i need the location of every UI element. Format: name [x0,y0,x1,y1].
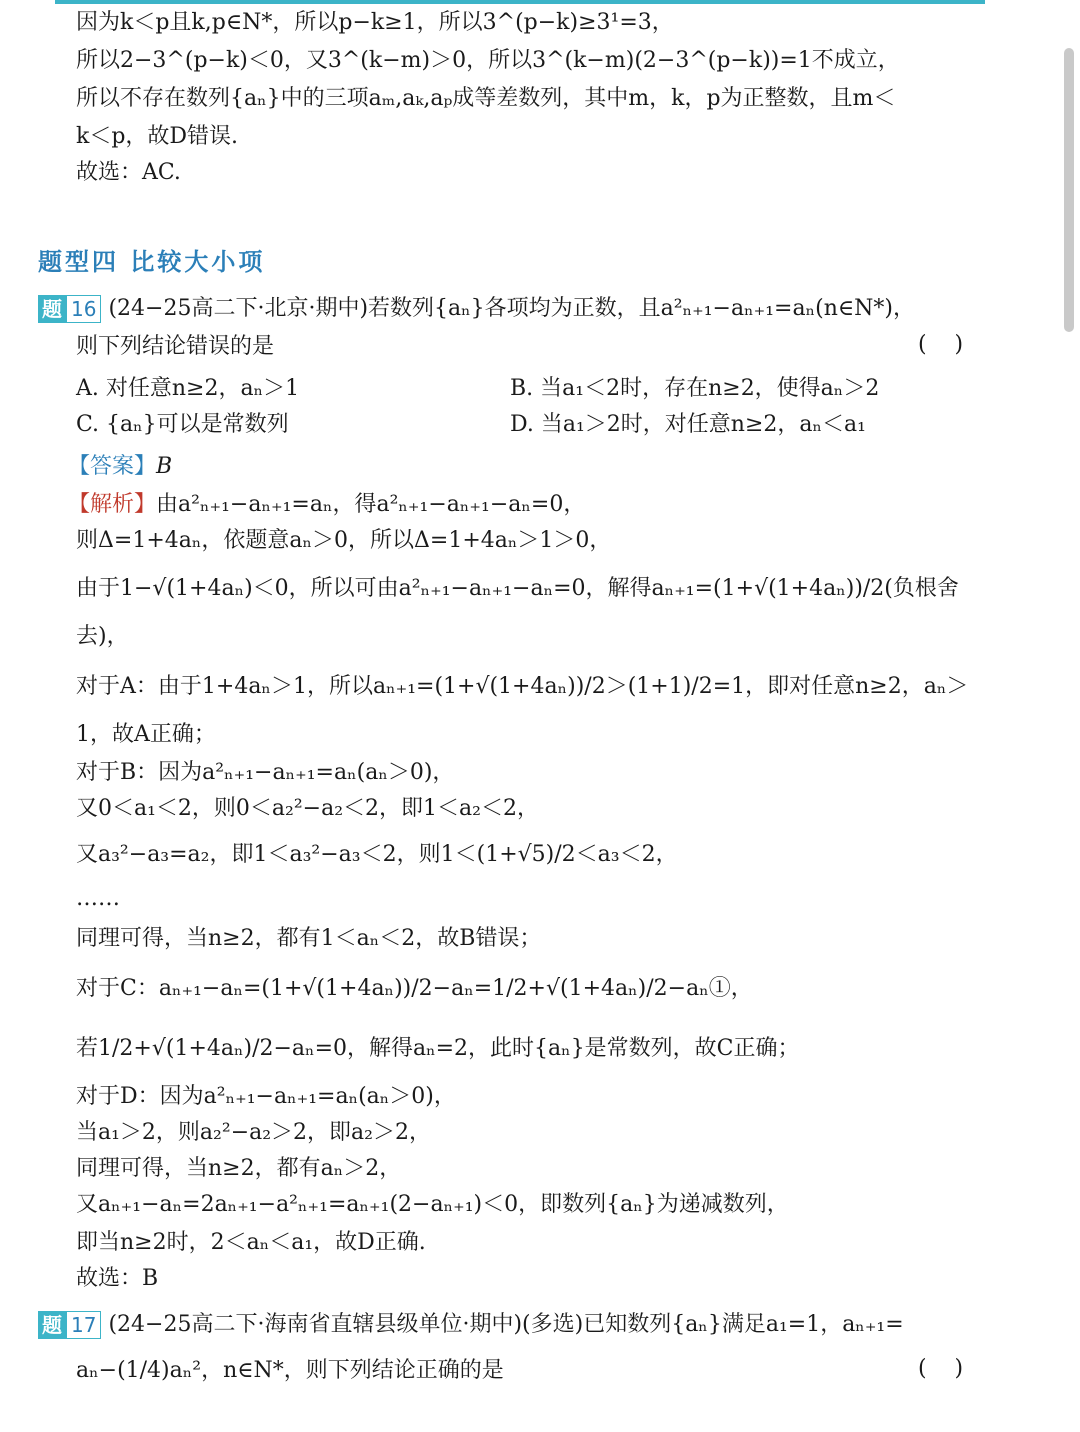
q16-analysis-line-15: 当a₁＞2，则a₂²−a₂＞2，即a₂＞2， [76,1120,431,1145]
q16-analysis-line-16: 同理可得，当n≥2，都有aₙ＞2， [76,1156,402,1181]
q17-stem-line-1 [38,1310,904,1340]
q16-stem-text: (24−25高二下·北京·期中)若数列{aₙ}各项均为正数，且a²ₙ₊₁−aₙ₊₁=aₙ(n∈N*)， [108,296,915,321]
answer-tag: 【答案】 [68,454,157,479]
q16-analysis-ellipsis: …… [76,886,120,911]
analysis-tag: 【解析】 [68,492,157,517]
q16-analysis-line-2: 则Δ=1+4aₙ，依题意aₙ＞0，所以Δ=1+4aₙ＞1＞0， [76,528,612,553]
q16-analysis-line-13: 若1/2+√(1+4aₙ)/2−aₙ=0，解得aₙ=2，此时{aₙ}是常数列，故C正确； [76,1036,800,1061]
prev-solution-line-3: 所以不存在数列{aₙ}中的三项aₘ,aₖ,aₚ成等差数列，其中m，k，p为正整数，且m＜ [76,86,896,111]
q16-analysis-line-4: 去)， [76,624,129,649]
q16-option-d: D. 当a₁＞2时，对任意n≥2，aₙ＜a₁ [510,412,866,437]
answer-value: B [156,454,173,479]
q16-analysis-line-12: 对于C：aₙ₊₁−aₙ=(1+√(1+4aₙ))/2−aₙ=1/2+√(1+4aₙ)/2−aₙ①， [76,976,753,1001]
q16-answer [68,452,172,482]
section-title: 题型四 比较大小项 [38,248,266,276]
prev-solution-line-2: 所以2−3^(p−k)＜0，又3^(k−m)＞0，所以3^(k−m)(2−3^(p−k))=1不成立， [76,48,900,73]
q16-option-a: A. 对任意n≥2，aₙ＞1 [76,376,300,401]
q16-answer-blank: ( ) [918,332,964,357]
q16-analysis-line-6: 1，故A正确； [76,722,216,747]
q16-final-answer: 故选：B [76,1266,159,1291]
prev-solution-line-1: 因为k＜p且k,p∈N*，所以p−k≥1，所以3^(p−k)≥3¹=3， [76,10,674,35]
q16-analysis-line-17: 又aₙ₊₁−aₙ=2aₙ₊₁−a²ₙ₊₁=aₙ₊₁(2−aₙ₊₁)＜0，即数列{aₙ}为递减数列， [76,1192,789,1217]
prev-solution-answer: 故选：AC. [76,160,181,185]
analysis-text: 由a²ₙ₊₁−aₙ₊₁=aₙ，得a²ₙ₊₁−aₙ₊₁−aₙ=0， [156,492,586,517]
q16-analysis-line-3: 由于1−√(1+4aₙ)＜0，所以可由a²ₙ₊₁−aₙ₊₁−aₙ=0，解得aₙ₊₁=(1+√(1+4aₙ))/2(负根舍 [76,576,959,601]
q16-stem-line-2: 则下列结论错误的是 [76,334,275,359]
q16-analysis-line-11: 同理可得，当n≥2，都有1＜aₙ＜2，故B错误； [76,926,542,951]
q17-badge: 题 17 [38,1311,101,1339]
q16-badge: 题 16 [38,295,101,323]
q16-stem-line-1 [38,294,915,324]
prev-solution-line-4: k＜p，故D错误. [76,124,239,149]
q17-stem-text: (24−25高二下·海南省直辖县级单位·期中)(多选)已知数列{aₙ}满足a₁=1，aₙ₊₁= [108,1312,904,1337]
q16-analysis-line-18: 即当n≥2时，2＜aₙ＜a₁，故D正确. [76,1230,426,1255]
q16-analysis-line-8: 又0＜a₁＜2，则0＜a₂²−a₂＜2，即1＜a₂＜2， [76,796,539,821]
q16-option-b: B. 当a₁＜2时，存在n≥2，使得aₙ＞2 [510,376,880,401]
q16-analysis-line-7: 对于B：因为a²ₙ₊₁−aₙ₊₁=aₙ(aₙ＞0)， [76,760,455,785]
q16-analysis-line-1 [68,490,585,520]
q16-option-c: C. {aₙ}可以是常数列 [76,412,289,437]
q16-analysis-line-5: 对于A：由于1+4aₙ＞1，所以aₙ₊₁=(1+√(1+4aₙ))/2＞(1+1)/2=1，即对任意n≥2，aₙ＞ [76,674,969,699]
q16-analysis-line-14: 对于D：因为a²ₙ₊₁−aₙ₊₁=aₙ(aₙ＞0)， [76,1084,456,1109]
scrollbar-thumb[interactable] [1064,48,1074,332]
q17-stem-line-2: aₙ−(1/4)aₙ²，n∈N*，则下列结论正确的是 [76,1358,504,1383]
q17-answer-blank: ( ) [918,1356,964,1381]
q16-analysis-line-9: 又a₃²−a₃=a₂，即1＜a₃²−a₃＜2，则1＜(1+√5)/2＜a₃＜2， [76,842,678,867]
top-accent-bar [55,0,985,4]
